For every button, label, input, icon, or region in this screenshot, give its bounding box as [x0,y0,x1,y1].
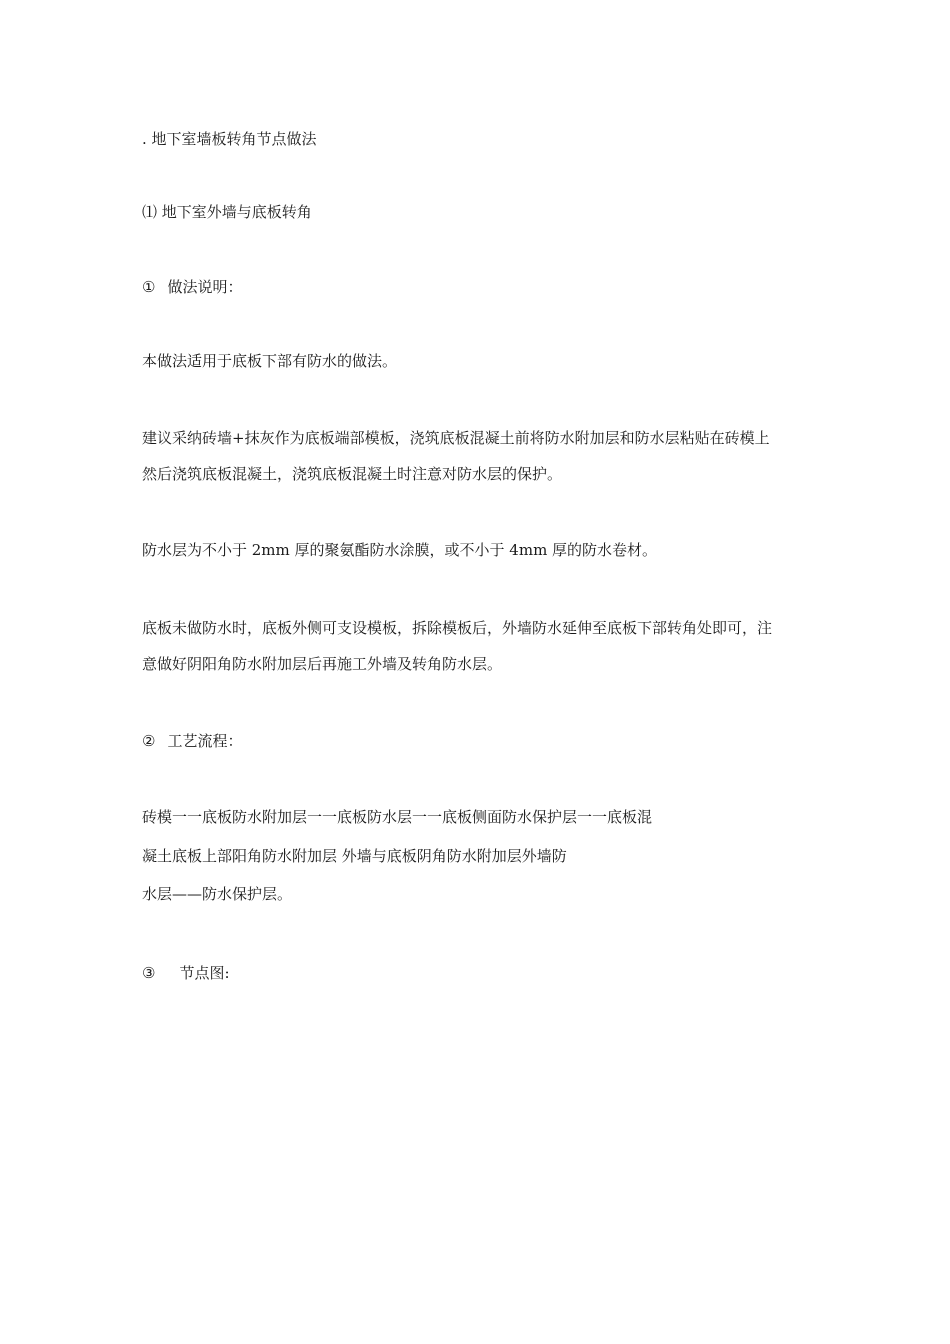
item-heading-1 [142,278,242,296]
item-marker-1: ① [142,278,156,296]
paragraph-line: 建议采纳砖墙+抹灰作为底板端部模板，浇筑底板混凝土前将防水附加层和防水层粘贴在砖模上 [142,429,770,447]
item-label-3: 节点图: [179,964,230,982]
section-title: . 地下室墙板转角节点做法 [142,130,317,148]
process-line: 砖模一一底板防水附加层一一底板防水层一一底板侧面防水保护层一一底板混 [142,808,653,826]
item-heading-3 [142,964,230,982]
paragraph-line: 防水层为不小于 2mm 厚的聚氨酯防水涂膜，或不小于 4mm 厚的防水卷材。 [142,541,658,559]
paragraph-line: 底板未做防水时，底板外侧可支设模板，拆除模板后，外墙防水延伸至底板下部转角处即可，注 [142,619,773,637]
item-heading-2 [142,732,242,750]
paragraph-line: 然后浇筑底板混凝土，浇筑底板混凝土时注意对防水层的保护。 [142,465,563,483]
process-line: 凝土底板上部阳角防水附加层 外墙与底板阴角防水附加层外墙防 [142,847,567,865]
paragraph-scope: 本做法适用于底板下部有防水的做法。 [142,352,398,370]
item-marker-3: ③ [142,964,156,982]
item-marker-2: ② [142,732,156,750]
subsection-title: ⑴ 地下室外墙与底板转角 [142,203,312,221]
paragraph-line: 意做好阴阳角防水附加层后再施工外墙及转角防水层。 [142,655,503,673]
item-label-2: 工艺流程： [167,732,243,750]
process-line: 水层——防水保护层。 [142,885,293,903]
item-label-1: 做法说明： [167,278,243,296]
